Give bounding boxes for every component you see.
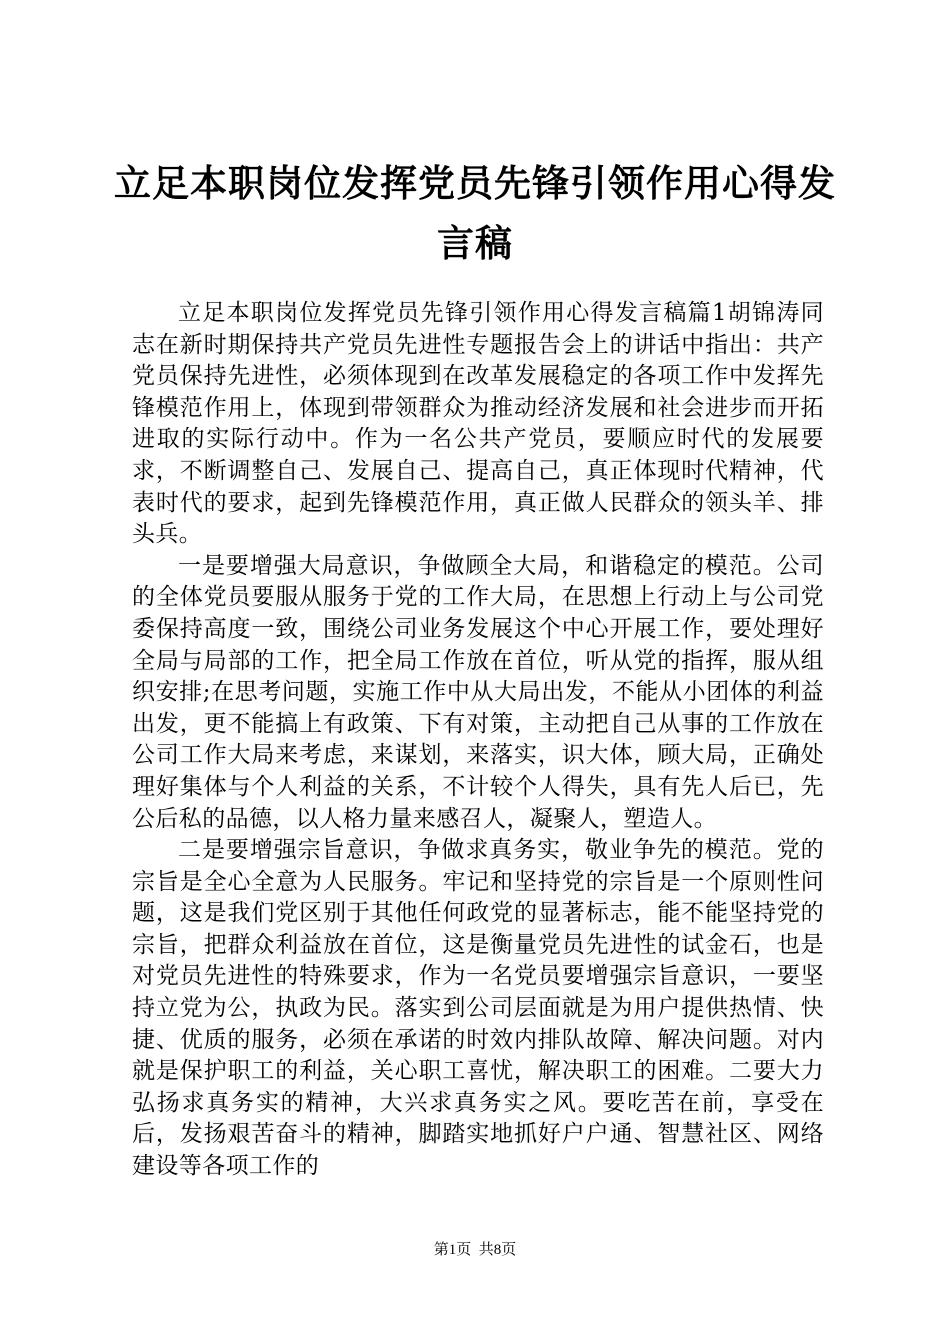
- document-title: 立足本职岗位发挥党员先锋引领作用心得发言稿: [114, 161, 836, 265]
- document-body: [132, 298, 824, 1183]
- page-footer: [0, 1240, 950, 1260]
- paragraph-point-one: 一是要增强大局意识，争做顾全大局，和谐稳定的模范。公司的全体党员要服从服务于党的工作大局，在思想上行动上与公司党委保持高度一致，围绕公司业务发展这个中心开展工作，要处理好全局与局部的工作，把全局工作放在首位，听从党的指挥，服从组织安排;在思考问题，实施工作中从大局出发，不能从小团体的利益出发，更不能搞上有政策、下有对策，主动把自己从事的工作放在公司工作大局来考虑，来谋划，来落实，识大体，顾大局，正确处理好集体与个人利益的关系，不计较个人得失，具有先人后已，先公后私的品德，以人格力量来感召人，凝聚人，塑造人。: [132, 552, 824, 832]
- paragraph-point-two: 二是要增强宗旨意识，争做求真务实，敬业争先的模范。党的宗旨是全心全意为人民服务。牢记和坚持党的宗旨是一个原则性问题，这是我们党区别于其他任何政党的显著标志，能不能坚持党的宗旨，把群众利益放在首位，这是衡量党员先进性的试金石，也是对党员先进性的特殊要求，作为一名党员要增强宗旨意识，一要坚持立党为公，执政为民。落实到公司层面就是为用户提供热情、快捷、优质的服务，必须在承诺的时效内排队故障、解决问题。对内就是保护职工的利益，关心职工喜忧，解决职工的困难。二要大力弘扬求真务实的精神，大兴求真务实之风。要吃苦在前，享受在后，发扬艰苦奋斗的精神，脚踏实地抓好户户通、智慧社区、网络建设等各项工作的: [132, 837, 824, 1180]
- paragraph-intro: 立足本职岗位发挥党员先锋引领作用心得发言稿篇1胡锦涛同志在新时期保持共产党员先进性专题报告会上的讲话中指出：共产党员保持先进性，必须体现到在改革发展稳定的各项工作中发挥先锋模范作用上，体现到带领群众为推动经济发展和社会进步而开拓进取的实际行动中。作为一名公共产党员，要顺应时代的发展要求，不断调整自己、发展自己、提高自己，真正体现时代精神，代表时代的要求，起到先锋模范作用，真正做人民群众的领头羊、排头兵。: [132, 300, 824, 548]
- page-number: 第1页 共8页: [433, 1242, 517, 1258]
